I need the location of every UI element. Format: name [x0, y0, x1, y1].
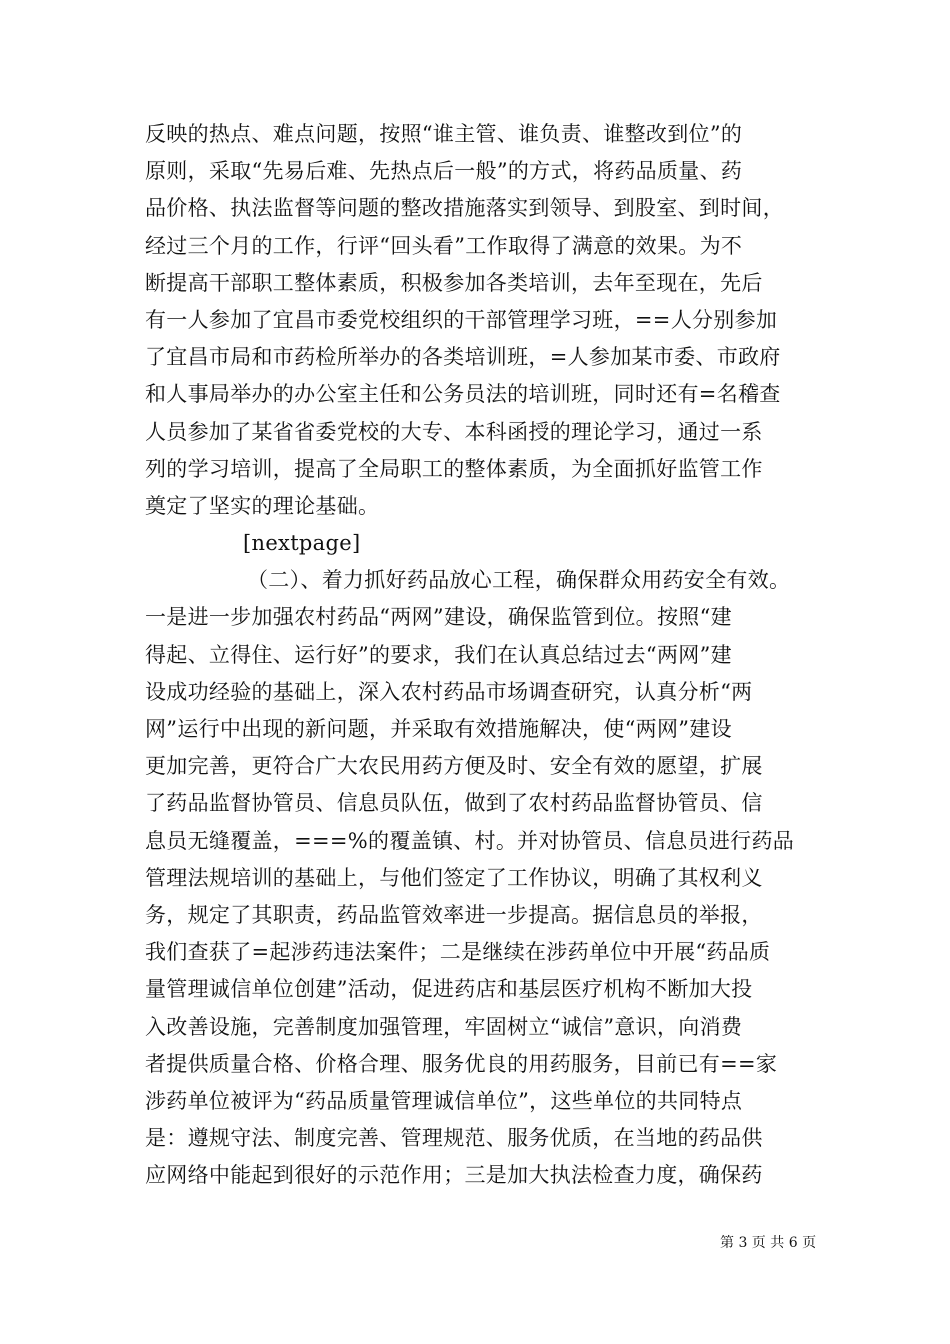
- text-line: 经过三个月的工作，行评“回头看”工作取得了满意的效果。为不: [145, 233, 743, 258]
- section-heading: （二）、着力抓好药品放心工程，确保群众用药安全有效。: [247, 568, 791, 593]
- text-line: 列的学习培训，提高了全局职工的整体素质，为全面抓好监管工作: [145, 456, 763, 481]
- text-line: 务，规定了其职责，药品监管效率进一步提高。据信息员的举报，: [145, 902, 763, 927]
- text-line: 管理法规培训的基础上，与他们签定了工作协议，明确了其权利义: [145, 865, 763, 890]
- text-line: 息员无缝覆盖，===%的覆盖镇、村。并对协管员、信息员进行药品: [145, 828, 795, 853]
- text-line: 网”运行中出现的新问题，并采取有效措施解决，使“两网”建设: [145, 717, 732, 741]
- text-line: 涉药单位被评为“药品质量管理诚信单位”，这些单位的共同特点: [145, 1088, 743, 1113]
- text-line: 我们查获了=起涉药违法案件；二是继续在涉药单位中开展“药品质: [145, 940, 771, 965]
- text-line: 者提供质量合格、价格合理、服务优良的用药服务，目前已有==家: [145, 1051, 778, 1076]
- text-line: 原则，采取“先易后难、先热点后一般”的方式，将药品质量、药: [145, 159, 743, 184]
- text-line: 设成功经验的基础上，深入农村药品市场调查研究，认真分析“两: [145, 679, 753, 704]
- text-line: 有一人参加了宜昌市委党校组织的干部管理学习班，==人分别参加: [145, 307, 778, 332]
- text-line: 了药品监督协管员、信息员队伍，做到了农村药品监督协管员、信: [145, 791, 763, 816]
- text-line: 和人事局举办的办公室主任和公务员法的培训班，同时还有=名稽查: [145, 382, 781, 407]
- text-line: 一是进一步加强农村药品“两网”建设，确保监管到位。按照“建: [145, 605, 732, 630]
- document-body: [145, 116, 825, 1194]
- nextpage-marker: [nextpage]: [243, 531, 361, 556]
- text-line: 人员参加了某省省委党校的大专、本科函授的理论学习，通过一系: [145, 419, 763, 444]
- text-line: 应网络中能起到很好的示范作用；三是加大执法检查力度，确保药: [145, 1163, 763, 1188]
- text-line: 是：遵规守法、制度完善、管理规范、服务优质，在当地的药品供: [145, 1126, 763, 1151]
- text-line: 入改善设施，完善制度加强管理，牢固树立“诚信”意识，向消费: [145, 1014, 743, 1039]
- page-number-footer: 第 3 页 共 6 页: [720, 1235, 817, 1251]
- text-line: 断提高干部职工整体素质，积极参加各类培训，去年至现在，先后: [145, 270, 763, 295]
- text-line: 反映的热点、难点问题，按照“谁主管、谁负责、谁整改到位”的: [145, 122, 743, 146]
- text-line: 得起、立得住、运行好”的要求，我们在认真总结过去“两网”建: [145, 642, 732, 667]
- text-line: 量管理诚信单位创建”活动，促进药店和基层医疗机构不断加大投: [145, 977, 753, 1002]
- text-line: 奠定了坚实的理论基础。: [145, 493, 380, 518]
- text-line: 品价格、执法监督等问题的整改措施落实到领导、到股室、到时间，: [145, 196, 784, 221]
- text-line: 更加完善，更符合广大农民用药方便及时、安全有效的愿望，扩展: [145, 754, 763, 779]
- text-line: 了宜昌市局和市药检所举办的各类培训班，=人参加某市委、市政府: [145, 345, 781, 370]
